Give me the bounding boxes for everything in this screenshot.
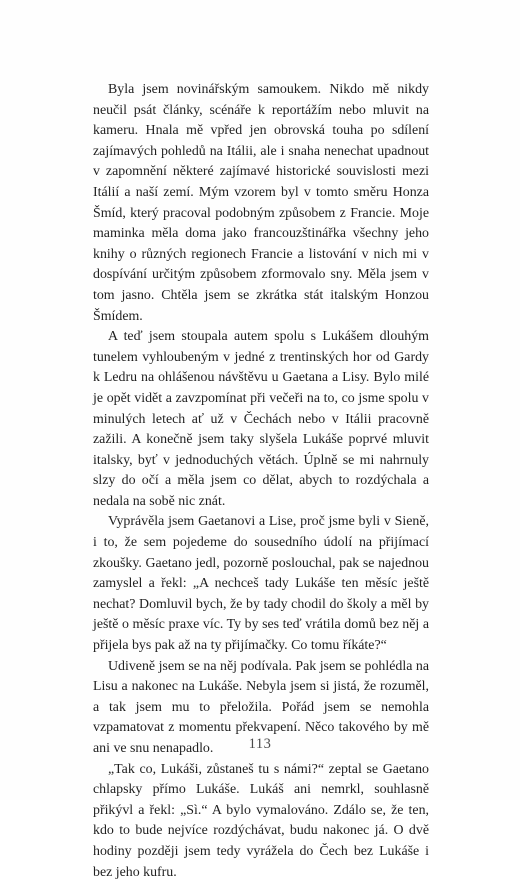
paragraph-2: A teď jsem stoupala autem spolu s Lukášem dlouhým tunelem vyhloubeným v jedné z trentinských hor od Gardy k Ledru na ohlášenou návštěvu u Gaetana a Lisy. Bylo milé je opět vidět a zavzpomínat při večeři na to, co jsme spolu v minulých letech ať už v Čechách nebo v Itálii pracovně zažili. A konečně jsem taky slyšela Lukáše poprvé mluvit italsky, byť v jednoduchých větách. Úplně se mi nahrnuly slzy do očí a měla jsem co dělat, abych to rozdýchala a nedala na sobě nic znát. <box>93 329 429 509</box>
paragraph-3: Vyprávěla jsem Gaetanovi a Lise, proč jsme byli v Sieně, i to, že sem pojedeme do sousedního údolí na přijímací zkoušky. Gaetano jedl, pozorně poslouchal, pak se najednou zamyslel a řekl: „A nechceš tady Lukáše ten měsíc ještě nechat? Domluvil bych, že by tady chodil do školy a měl by ještě o měsíc praxe víc. Ty by ses teď vrátila domů bez něj a přijela bys pak až na ty přijímačky. Co tomu říkáte?“ <box>93 514 429 654</box>
page-number: 113 <box>248 736 272 752</box>
paragraph-4: Udiveně jsem se na něj podívala. Pak jsem se pohlédla na Lisu a nakonec na Lukáše. Nebyla jsem si jistá, že rozuměl, a tak jsem mu to přeložila. Pořád jsem se nemohla vzpamatovat z momentu překvapení. Něco takového by mě ani ve snu nenapadlo. <box>93 658 429 756</box>
body-text <box>93 80 429 883</box>
paragraph-1: Byla jsem novinářským samoukem. Nikdo mě nikdy neučil psát články, scénáře k reportážím nebo mluvit na kameru. Hnala mě vpřed jen obrovská touha po sdílení zajímavých pohledů na Itálii, ale i snaha nenechat upadnout v zapomnění některé zajímavé historické souvislosti mezi Itálií a naší zemí. Mým vzorem byl v tomto směru Honza Šmíd, který pracoval podobným způsobem z Francie. Moje maminka měla doma jako francouzštinářka všechny jeho knihy o různých regionech Francie a listování v nich mi v dospívání určitým způsobem zformovalo sny. Měla jsem v tom jasno. Chtěla jsem se zkrátka stát italským Honzou Šmídem. <box>93 82 429 324</box>
paragraph-5: „Tak co, Lukáši, zůstaneš tu s námi?“ zeptal se Gaetano chlapsky přímo Lukáše. Lukáš ani nemrkl, souhlasně přikývl a řekl: „Sì.“ A bylo vymalováno. Zdálo se, že ten, kdo to bude nejvíce rozdýchávat, budu nakonec já. O dvě hodiny později jsem tedy vyrážela do Čech bez Lukáše i bez jeho kufru. <box>93 761 429 880</box>
